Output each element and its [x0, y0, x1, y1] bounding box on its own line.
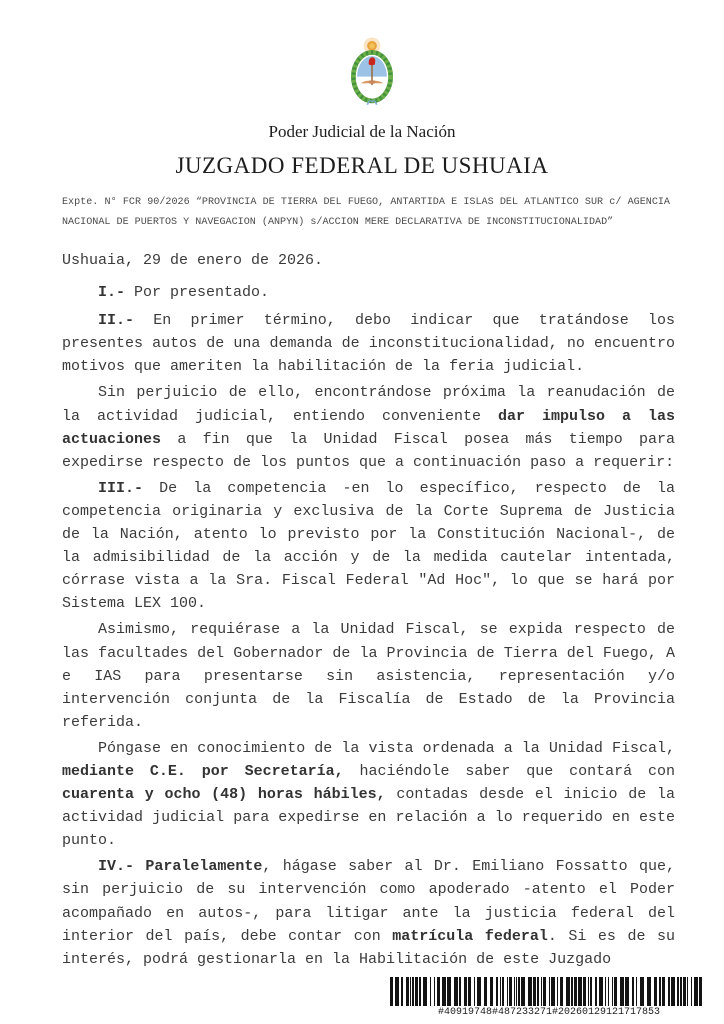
- barcode-bars-icon: [390, 977, 708, 1006]
- paragraph-dateline: Ushuaia, 29 de enero de 2026.: [62, 252, 324, 269]
- paragraph-asimismo: Asimismo, requiérase a la Unidad Fiscal, se expida respecto de las facultades del Gobernador de la Provincia de Tierra del Fuego, A e IAS para presentarse sin asistencia, representación y/o intervención conjunta de la Fiscalía de Estado de la Provincia referida.: [62, 621, 675, 731]
- court-title: JUZGADO FEDERAL DE USHUAIA: [175, 153, 549, 178]
- organization-title: Poder Judicial de la Nación: [268, 122, 456, 141]
- document-body: [62, 249, 675, 974]
- paragraph-point-iii: III.- De la competencia -en lo específico, respecto de la competencia originaria y exclusiva de la Corte Suprema de Justicia de la Nación, atento lo previsto por la Constitución Nacional-, de la admisibilidad de la acción y de la medida cautelar intentada, córrase vista a la Sra. Fiscal Federal "Ad Hoc", lo que se hará por Sistema LEX 100.: [62, 479, 675, 613]
- barcode-caption: #40919748#487233271#20260129121717853: [437, 1007, 661, 1018]
- paragraph-pongase: Póngase en conocimiento de la vista ordenada a la Unidad Fiscal, mediante C.E. por Secretaría, haciéndole saber que contará con cuarenta y ocho (48) horas hábiles, contadas desde el inicio de la actividad judicial para expedirse en relación a lo requerido en este punto.: [62, 739, 675, 850]
- paragraph-point-iv: IV.- Paralelamente, hágase saber al Dr. Emiliano Fossatto que, sin perjuicio de su intervención como apoderado -atento el Poder acompañado en autos-, para litigar ante la justicia federal del interior del país, debe contar con matrícula federal. Si es de su interés, podrá gestionarla en la Habilitación de este Juzgado: [62, 858, 675, 968]
- argentina-coat-of-arms-icon: [344, 36, 400, 108]
- barcode: [390, 977, 708, 1018]
- case-reference: Expte. N° FCR 90/2026 “PROVINCIA DE TIERRA DEL FUEGO, ANTARTIDA E ISLAS DEL ATLANTICO SUR c/ AGENCIA NACIONAL DE PUERTOS Y NAVEGACION (ANPYN) s/ACCION MERE DECLARATIVA DE INCONSTITUCIONALIDAD”: [62, 197, 670, 228]
- paragraph-point-i: I.- Por presentado.: [98, 284, 270, 302]
- paragraph-point-ii: II.- En primer término, debo indicar que tratándose los presentes autos de una demanda de inconstitucionalidad, no encuentro motivos que ameriten la habilitación de la feria judicial.: [62, 312, 675, 376]
- paragraph-sin-perjuicio: Sin perjuicio de ello, encontrándose próxima la reanudación de la actividad judicial, entiendo conveniente dar impulso a las actuaciones a fin que la Unidad Fiscal posea más tiempo para expedirse respecto de los puntos que a continuación paso a requerir:: [62, 384, 675, 471]
